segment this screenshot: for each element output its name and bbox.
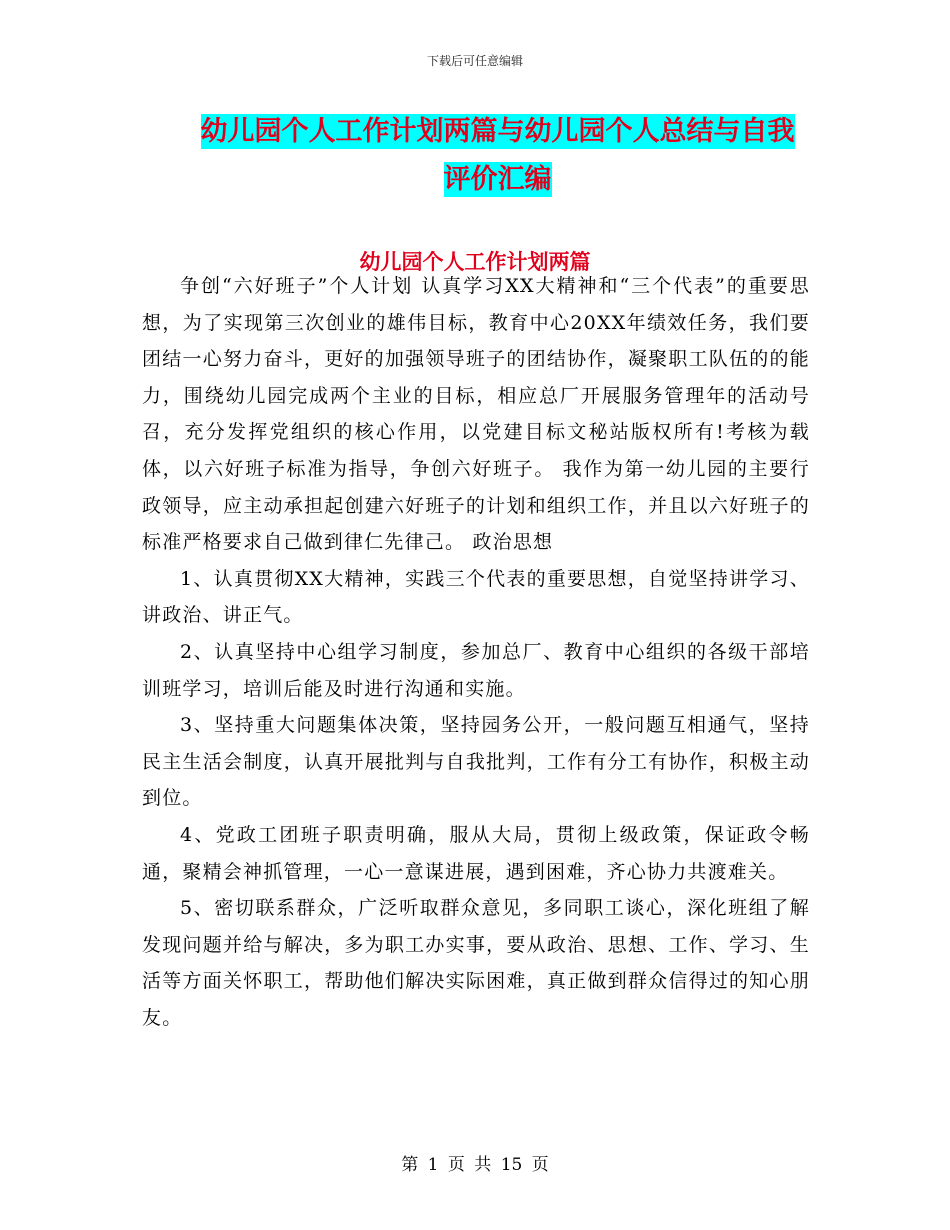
paragraph-item-2: 2、认真坚持中心组学习制度，参加总厂、教育中心组织的各级干部培训班学习，培训后能及时进行沟通和实施。 [142, 640, 810, 700]
paragraph-intro: 争创“六好班子”个人计划 认真学习XX大精神和“三个代表”的重要思想，为了实现第三次创业的雄伟目标，教育中心20XX年绩效任务，我们要团结一心努力奋斗，更好的加强领导班子的团结协作，凝聚职工队伍的的能力，围绕幼儿园完成两个主业的目标，相应总厂开展服务管理年的活动号召，充分发挥党组织的核心作用，以党建目标文秘站版权所有!考核为载体，以六好班子标准为指导，争创六好班子。 我作为第一幼儿园的主要行政领导，应主动承担起创建六好班子的计划和组织工作，并且以六好班子的标准严格要求自己做到律仁先律己。 政治思想 [142, 275, 810, 554]
paragraph-item-4: 4、党政工团班子职责明确，服从大局，贯彻上级政策，保证政令畅通，聚精会神抓管理，一心一意谋进展，遇到困难，齐心协力共渡难关。 [142, 823, 810, 883]
paragraph-item-1: 1、认真贯彻XX大精神，实践三个代表的重要思想，自觉坚持讲学习、讲政治、讲正气。 [142, 567, 810, 627]
document-title [190, 108, 805, 204]
document-title-text: 幼儿园个人工作计划两篇与幼儿园个人总结与自我评价汇编 [200, 116, 795, 195]
paragraph-item-5: 5、密切联系群众，广泛听取群众意见，多同职工谈心，深化班组了解发现问题并给与解决，多为职工办实事，要从政治、思想、工作、学习、生活等方面关怀职工，帮助他们解决实际困难，真正做到群众信得过的知心朋友。 [142, 897, 810, 1029]
paragraph-item-3: 3、坚持重大问题集体决策，坚持园务公开，一般问题互相通气，坚持民主生活会制度，认真开展批判与自我批判，工作有分工有协作，积极主动到位。 [142, 714, 810, 810]
header-note: 下载后可任意编辑 [426, 54, 523, 68]
document-body [142, 268, 810, 1036]
section-title: 幼儿园个人工作计划两篇 [359, 249, 591, 274]
page-number-footer: 第 1 页 共 15 页 [401, 1155, 549, 1175]
